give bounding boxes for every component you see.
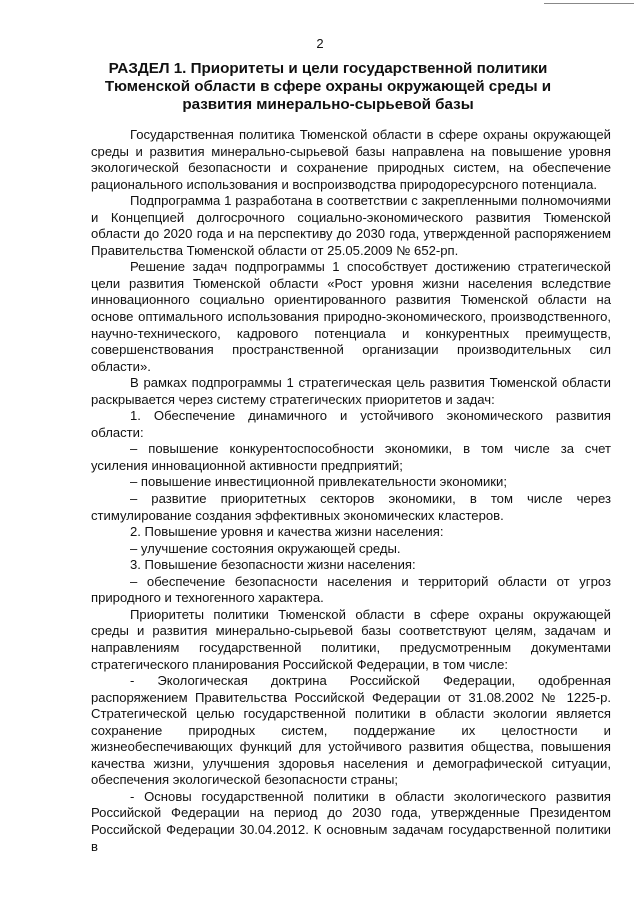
paragraph: Решение задач подпрограммы 1 способствует достижению стратегической цели развития Тюменской области «Рост уровня жизни населения вследствие инновационного социально ориентированного развития Тюменской области на основе оптимального использования природно-экономического, производственного, научно-технического, кадрового потенциала и конкурентных преимуществ, совершенствования пространственной организации производительных сил области». bbox=[91, 259, 611, 374]
priority-item: 3. Повышение безопасности жизни населения: bbox=[130, 557, 416, 573]
section-heading: РАЗДЕЛ 1. Приоритеты и цели государственной политики Тюменской области в сфере охраны окружающей среды и развития минерально-сырьевой базы bbox=[104, 60, 552, 114]
paragraph: Подпрограмма 1 разработана в соответствии с закрепленными полномочиями и Концепцией долгосрочного социально-экономического развития Тюменской области до 2020 года и на перспективу до 2030 года, утвержденной распоряжением Правительства Тюменской области от 25.05.2009 № 652-рп. bbox=[91, 193, 611, 258]
task-item: – повышение конкурентоспособности экономики, в том числе за счет усиления инновационной активности предприятий; bbox=[91, 441, 611, 473]
task-item: – улучшение состояния окружающей среды. bbox=[130, 540, 401, 556]
paragraph: - Экологическая доктрина Российской Федерации, одобренная распоряжением Правительства Российской Федерации от 31.08.2002 № 1225-р. Стратегической целью государственной политики в области экологии является сохранение природных систем, поддержание их целостности и жизнеобеспечивающих функций для устойчивого развития общества, повышения качества жизни, улучшения здоровья населения и демографической ситуации, обеспечения экологической безопасности страны; bbox=[91, 673, 611, 788]
priority-item: 1. Обеспечение динамичного и устойчивого экономического развития области: bbox=[91, 408, 611, 440]
page-number: 2 bbox=[316, 36, 324, 51]
task-item: – обеспечение безопасности населения и территорий области от угроз природного и техногенного характера. bbox=[91, 573, 611, 606]
header-rule bbox=[544, 3, 634, 4]
document-body bbox=[91, 127, 611, 855]
paragraph: Приоритеты политики Тюменской области в сфере охраны окружающей среды и развития минерально-сырьевой базы соответствуют целям, задачам и направлениям государственной политики, предусмотренным документами стратегического планирования Российской Федерации, в том числе: bbox=[91, 606, 611, 672]
paragraph: - Основы государственной политики в области экологического развития Российской Федерации на период до 2030 года, утвержденные Президентом Российской Федерации 30.04.2012. К основным задачам государственной политики в bbox=[91, 788, 611, 854]
priority-item: 2. Повышение уровня и качества жизни населения: bbox=[130, 524, 444, 540]
task-item: – развитие приоритетных секторов экономики, в том числе через стимулирование создания эффективных экономических кластеров. bbox=[91, 491, 611, 523]
paragraph: В рамках подпрограммы 1 стратегическая цель развития Тюменской области раскрывается через систему стратегических приоритетов и задач: bbox=[91, 375, 611, 407]
paragraph: Государственная политика Тюменской области в сфере охраны окружающей среды и развития минерально-сырьевой базы направлена на повышение уровня экологической безопасности и сохранение природных систем, на обеспечение рационального использования и воспроизводства природоресурсного потенциала. bbox=[91, 127, 611, 192]
task-item: – повышение инвестиционной привлекательности экономики; bbox=[130, 474, 507, 490]
